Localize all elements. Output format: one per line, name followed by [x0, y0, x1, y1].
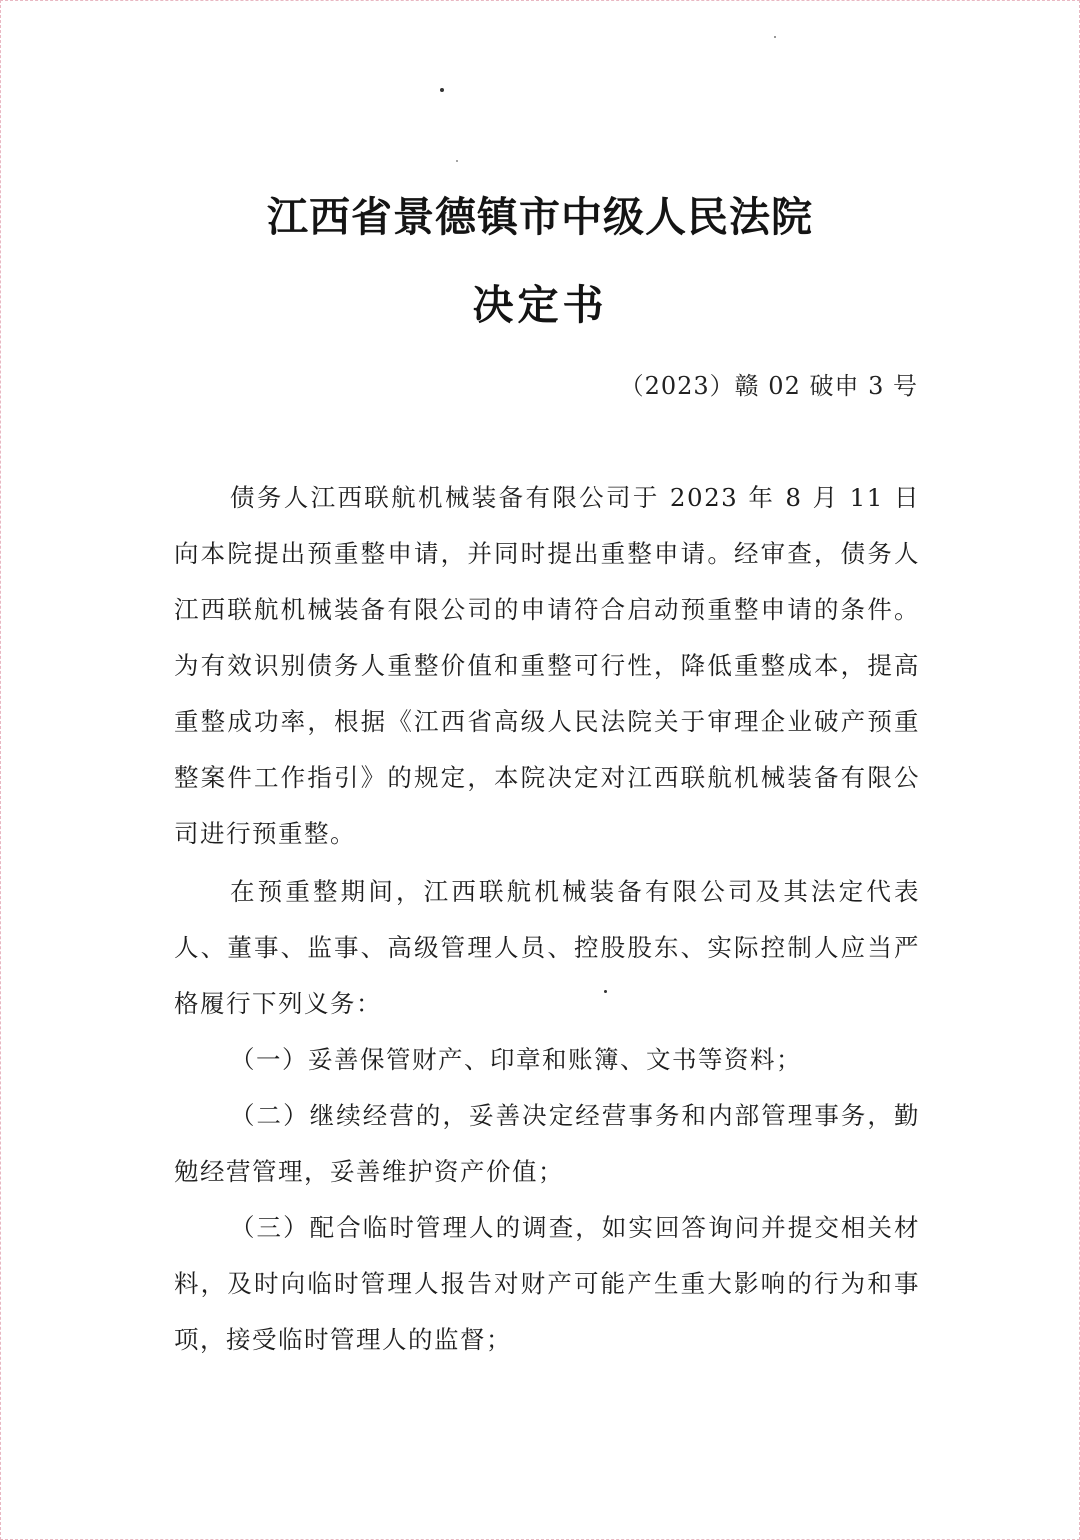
- paragraph: （三）配合临时管理人的调查，如实回答询问并提交相关材料，及时向临时管理人报告对财产可能产生重大影响的行为和事项，接受临时管理人的监督；: [174, 1213, 920, 1354]
- scan-speck: [456, 160, 458, 162]
- scan-speck: [440, 88, 444, 92]
- paragraph: 债务人江西联航机械装备有限公司于 2023 年 8 月 11 日向本院提出预重整申请，并同时提出重整申请。经审查，债务人江西联航机械装备有限公司的申请符合启动预重整申请的条件。为有效识别债务人重整价值和重整可行性，降低重整成本，提高重整成功率，根据《江西省高级人民法院关于审理企业破产预重整案件工作指引》的规定，本院决定对江西联航机械装备有限公司进行预重整。: [174, 483, 920, 848]
- paragraph: 在预重整期间，江西联航机械装备有限公司及其法定代表人、董事、监事、高级管理人员、控股股东、实际控制人应当严格履行下列义务：: [174, 877, 920, 1018]
- scan-speck: [774, 36, 776, 38]
- document-title: 决定书: [472, 281, 608, 329]
- case-number: （2023）赣 02 破申 3 号: [619, 372, 918, 400]
- document-body: [174, 470, 920, 1368]
- court-name: 江西省景德镇市中级人民法院: [267, 193, 813, 241]
- paragraph: （一）妥善保管财产、印章和账簿、文书等资料；: [230, 1045, 802, 1074]
- paragraph: （二）继续经营的，妥善决定经营事务和内部管理事务，勤勉经营管理，妥善维护资产价值；: [174, 1101, 920, 1186]
